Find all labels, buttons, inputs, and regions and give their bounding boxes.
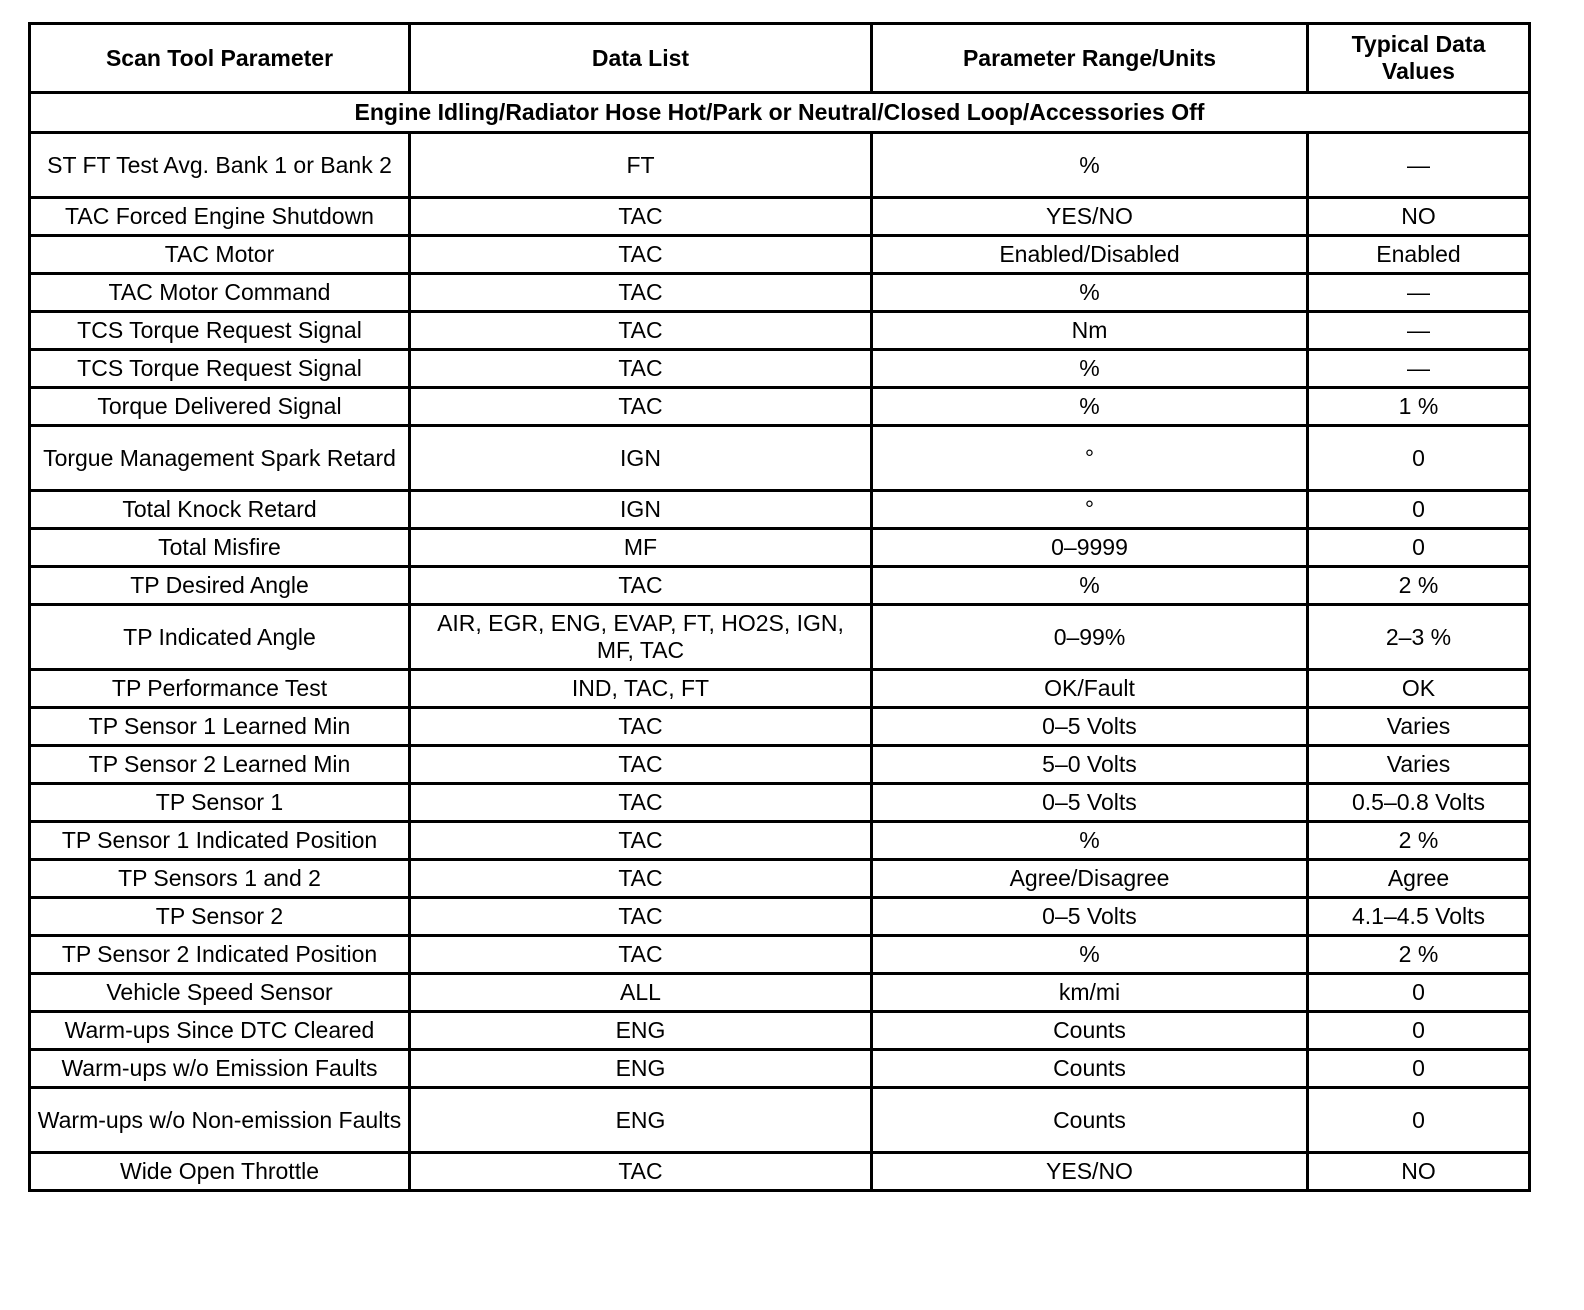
cell-scan-tool-parameter: Warm-ups Since DTC Cleared — [30, 1012, 410, 1050]
cell-data-list: TAC — [410, 274, 872, 312]
cell-parameter-range-units: % — [872, 388, 1308, 426]
cell-data-list: IGN — [410, 426, 872, 491]
cell-data-list: TAC — [410, 784, 872, 822]
scan-tool-data-table — [28, 22, 1531, 1192]
cell-typical-data-values: 2 % — [1308, 567, 1530, 605]
cell-data-list: TAC — [410, 350, 872, 388]
section-row — [30, 93, 1530, 133]
table-row — [30, 529, 1530, 567]
cell-scan-tool-parameter: Vehicle Speed Sensor — [30, 974, 410, 1012]
cell-scan-tool-parameter: TP Sensors 1 and 2 — [30, 860, 410, 898]
cell-typical-data-values: Agree — [1308, 860, 1530, 898]
cell-typical-data-values: 0 — [1308, 491, 1530, 529]
cell-parameter-range-units: OK/Fault — [872, 670, 1308, 708]
cell-parameter-range-units: ° — [872, 426, 1308, 491]
cell-parameter-range-units: km/mi — [872, 974, 1308, 1012]
cell-data-list: TAC — [410, 1153, 872, 1191]
cell-scan-tool-parameter: TP Sensor 2 Learned Min — [30, 746, 410, 784]
cell-typical-data-values: — — [1308, 274, 1530, 312]
cell-scan-tool-parameter: TP Sensor 1 Learned Min — [30, 708, 410, 746]
cell-scan-tool-parameter: Torgue Management Spark Retard — [30, 426, 410, 491]
cell-parameter-range-units: 0–9999 — [872, 529, 1308, 567]
table-row — [30, 974, 1530, 1012]
cell-typical-data-values: 0 — [1308, 1088, 1530, 1153]
cell-parameter-range-units: Counts — [872, 1050, 1308, 1088]
cell-scan-tool-parameter: TP Sensor 2 Indicated Position — [30, 936, 410, 974]
table-row — [30, 1153, 1530, 1191]
cell-typical-data-values: — — [1308, 133, 1530, 198]
table-row — [30, 312, 1530, 350]
cell-data-list: TAC — [410, 236, 872, 274]
table-row — [30, 708, 1530, 746]
table-row — [30, 236, 1530, 274]
cell-typical-data-values: 0.5–0.8 Volts — [1308, 784, 1530, 822]
cell-scan-tool-parameter: TP Desired Angle — [30, 567, 410, 605]
cell-data-list: ENG — [410, 1050, 872, 1088]
cell-parameter-range-units: 5–0 Volts — [872, 746, 1308, 784]
cell-typical-data-values: 4.1–4.5 Volts — [1308, 898, 1530, 936]
cell-scan-tool-parameter: TP Sensor 2 — [30, 898, 410, 936]
cell-scan-tool-parameter: Total Knock Retard — [30, 491, 410, 529]
table-row — [30, 350, 1530, 388]
cell-parameter-range-units: % — [872, 133, 1308, 198]
header-scan-tool-parameter: Scan Tool Parameter — [30, 24, 410, 93]
header-data-list: Data List — [410, 24, 872, 93]
table-row — [30, 936, 1530, 974]
cell-parameter-range-units: % — [872, 567, 1308, 605]
cell-data-list: TAC — [410, 198, 872, 236]
cell-data-list: ALL — [410, 974, 872, 1012]
cell-data-list: TAC — [410, 898, 872, 936]
table-row — [30, 860, 1530, 898]
cell-data-list: IGN — [410, 491, 872, 529]
cell-parameter-range-units: Agree/Disagree — [872, 860, 1308, 898]
table-row — [30, 784, 1530, 822]
cell-scan-tool-parameter: TP Sensor 1 — [30, 784, 410, 822]
cell-scan-tool-parameter: TCS Torque Request Signal — [30, 350, 410, 388]
cell-scan-tool-parameter: Warm-ups w/o Emission Faults — [30, 1050, 410, 1088]
table-row — [30, 1088, 1530, 1153]
cell-data-list: ENG — [410, 1088, 872, 1153]
scan-tool-data-table-container — [28, 22, 1528, 1192]
cell-data-list: TAC — [410, 567, 872, 605]
cell-data-list: MF — [410, 529, 872, 567]
cell-parameter-range-units: Nm — [872, 312, 1308, 350]
cell-scan-tool-parameter: Warm-ups w/o Non-emission Faults — [30, 1088, 410, 1153]
cell-data-list: ENG — [410, 1012, 872, 1050]
section-title: Engine Idling/Radiator Hose Hot/Park or Neutral/Closed Loop/Accessories Off — [30, 93, 1530, 133]
cell-data-list: FT — [410, 133, 872, 198]
table-row — [30, 605, 1530, 670]
cell-typical-data-values: NO — [1308, 1153, 1530, 1191]
cell-typical-data-values: 1 % — [1308, 388, 1530, 426]
cell-data-list: TAC — [410, 822, 872, 860]
cell-data-list: TAC — [410, 936, 872, 974]
cell-data-list: TAC — [410, 746, 872, 784]
table-row — [30, 274, 1530, 312]
cell-parameter-range-units: ° — [872, 491, 1308, 529]
cell-typical-data-values: 2–3 % — [1308, 605, 1530, 670]
cell-parameter-range-units: % — [872, 822, 1308, 860]
header-parameter-range-units: Parameter Range/Units — [872, 24, 1308, 93]
cell-parameter-range-units: 0–5 Volts — [872, 898, 1308, 936]
cell-scan-tool-parameter: ST FT Test Avg. Bank 1 or Bank 2 — [30, 133, 410, 198]
cell-data-list: TAC — [410, 388, 872, 426]
cell-scan-tool-parameter: TP Sensor 1 Indicated Position — [30, 822, 410, 860]
cell-parameter-range-units: 0–99% — [872, 605, 1308, 670]
cell-typical-data-values: 0 — [1308, 529, 1530, 567]
table-row — [30, 822, 1530, 860]
cell-scan-tool-parameter: TP Indicated Angle — [30, 605, 410, 670]
cell-typical-data-values: NO — [1308, 198, 1530, 236]
table-row — [30, 198, 1530, 236]
cell-typical-data-values: 2 % — [1308, 822, 1530, 860]
cell-parameter-range-units: YES/NO — [872, 1153, 1308, 1191]
cell-typical-data-values: 0 — [1308, 1050, 1530, 1088]
cell-parameter-range-units: % — [872, 274, 1308, 312]
table-row — [30, 388, 1530, 426]
table-row — [30, 1050, 1530, 1088]
cell-data-list: TAC — [410, 708, 872, 746]
cell-parameter-range-units: Counts — [872, 1088, 1308, 1153]
cell-scan-tool-parameter: TAC Forced Engine Shutdown — [30, 198, 410, 236]
cell-data-list: TAC — [410, 860, 872, 898]
cell-scan-tool-parameter: TAC Motor — [30, 236, 410, 274]
table-row — [30, 670, 1530, 708]
table-row — [30, 426, 1530, 491]
cell-typical-data-values: 0 — [1308, 426, 1530, 491]
table-row — [30, 1012, 1530, 1050]
table-row — [30, 491, 1530, 529]
cell-parameter-range-units: Enabled/Disabled — [872, 236, 1308, 274]
cell-typical-data-values: 2 % — [1308, 936, 1530, 974]
table-row — [30, 746, 1530, 784]
cell-scan-tool-parameter: Total Misfire — [30, 529, 410, 567]
cell-scan-tool-parameter: TCS Torque Request Signal — [30, 312, 410, 350]
cell-typical-data-values: OK — [1308, 670, 1530, 708]
cell-typical-data-values: Varies — [1308, 746, 1530, 784]
cell-typical-data-values: 0 — [1308, 974, 1530, 1012]
cell-scan-tool-parameter: TP Performance Test — [30, 670, 410, 708]
cell-parameter-range-units: % — [872, 936, 1308, 974]
cell-parameter-range-units: YES/NO — [872, 198, 1308, 236]
cell-parameter-range-units: 0–5 Volts — [872, 784, 1308, 822]
table-row — [30, 567, 1530, 605]
cell-data-list: AIR, EGR, ENG, EVAP, FT, HO2S, IGN, MF, TAC — [410, 605, 872, 670]
cell-typical-data-values: Varies — [1308, 708, 1530, 746]
table-row — [30, 133, 1530, 198]
cell-parameter-range-units: Counts — [872, 1012, 1308, 1050]
cell-typical-data-values: Enabled — [1308, 236, 1530, 274]
cell-scan-tool-parameter: TAC Motor Command — [30, 274, 410, 312]
cell-scan-tool-parameter: Torque Delivered Signal — [30, 388, 410, 426]
cell-data-list: IND, TAC, FT — [410, 670, 872, 708]
cell-scan-tool-parameter: Wide Open Throttle — [30, 1153, 410, 1191]
cell-parameter-range-units: 0–5 Volts — [872, 708, 1308, 746]
table-header-row — [30, 24, 1530, 93]
table-row — [30, 898, 1530, 936]
cell-typical-data-values: — — [1308, 312, 1530, 350]
header-typical-data-values: Typical Data Values — [1308, 24, 1530, 93]
cell-parameter-range-units: % — [872, 350, 1308, 388]
cell-typical-data-values: — — [1308, 350, 1530, 388]
cell-typical-data-values: 0 — [1308, 1012, 1530, 1050]
cell-data-list: TAC — [410, 312, 872, 350]
